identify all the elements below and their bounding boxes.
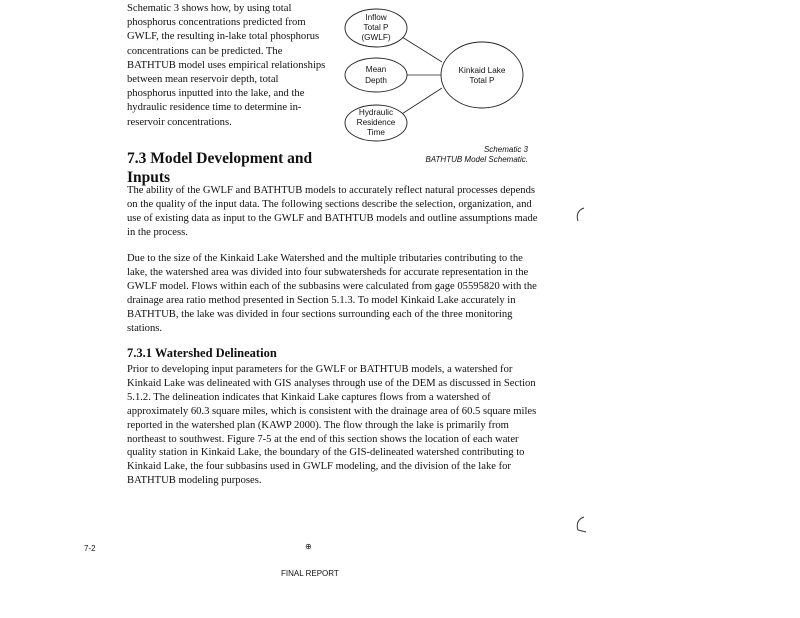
schematic-caption-title: BATHTUB Model Schematic.	[425, 155, 528, 164]
node-kinkaid-lake-total-p	[441, 42, 523, 108]
intro-paragraph: Schematic 3 shows how, by using total phosphorus concentrations predicted from GWLF, the resulting in-lake total phosphorus concentrations can be predicted. The BATHTUB model uses empirical relationships between mean reservoir depth, total phosphorus inputted into the lake, and the hydraulic residence time to determine in-reservoir concentrations.	[127, 3, 326, 128]
body-paragraph-1: The ability of the GWLF and BATHTUB models to accurately reflect natural processes depends on the quality of the input data. The following sections describe the selection, organization, and use of existing data as input to the GWLF and BATHTUB models and outline assumptions made in the process.	[127, 185, 538, 238]
node-depth-line2: Depth	[365, 76, 387, 85]
bathtub-schematic-diagram	[330, 4, 530, 144]
node-lake-line1: Kinkaid Lake	[458, 66, 506, 75]
binder-hole-mark-bottom	[572, 515, 592, 535]
page-number: 7-2	[84, 544, 96, 553]
schematic-caption-number: Schematic 3	[483, 145, 528, 154]
node-residence-line3: Time	[367, 128, 385, 137]
body-paragraph-2: Due to the size of the Kinkaid Lake Watershed and the multiple tributaries contributing to the lake, the watershed area was divided into four subwatersheds for accurate representation in the GWLF model. Flows within each of the subbasins were calculated from gage 05595820 with the drainage area ratio method presented in Section 5.1.3. To model Kinkaid Lake accurately in BATHTUB, the lake was divided in four sections surrounding each of the three monitoring stations.	[127, 253, 537, 334]
node-mean-depth	[345, 58, 407, 92]
final-report-label: FINAL REPORT	[281, 569, 339, 578]
node-residence-line2: Residence	[356, 118, 396, 127]
body-paragraph-3: Prior to developing input parameters for the GWLF or BATHTUB models, a watershed for Kinkaid Lake was delineated with GIS analyses through use of the DEM as discussed in Section 5.1.2. The delineation indicates that Kinkaid Lake captures flows from a watershed of approximately 60.3 square miles, which is consistent with the drainage area of 60.5 square miles reported in the watershed plan (KAWP 2000). The flow through the lake is primarily from northeast to southwest. Figure 7-5 at the end of this section shows the location of each water quality station in Kinkaid Lake, the boundary of the GIS-delineated watershed contributing to Kinkaid Lake, the four subbasins used in GWLF modeling, and the division of the lake for BATHTUB modeling purposes.	[127, 364, 537, 487]
recycle-logo-icon: ⊕	[305, 542, 312, 551]
node-depth-line1: Mean	[365, 65, 387, 74]
node-inflow-line2: Total P	[363, 23, 389, 32]
node-inflow-line3: (GWLF)	[361, 33, 391, 42]
subsection-heading: 7.3.1 Watershed Delineation	[127, 346, 277, 360]
node-inflow-total-p	[345, 9, 407, 47]
node-lake-line2: Total P	[469, 76, 495, 85]
section-heading: 7.3 Model Development and Inputs	[127, 150, 313, 186]
node-inflow-line1: Inflow	[365, 13, 387, 22]
binder-hole-mark-top	[572, 206, 592, 226]
node-hydraulic-residence-time	[345, 105, 407, 141]
node-residence-line1: Hydraulic	[358, 108, 394, 117]
